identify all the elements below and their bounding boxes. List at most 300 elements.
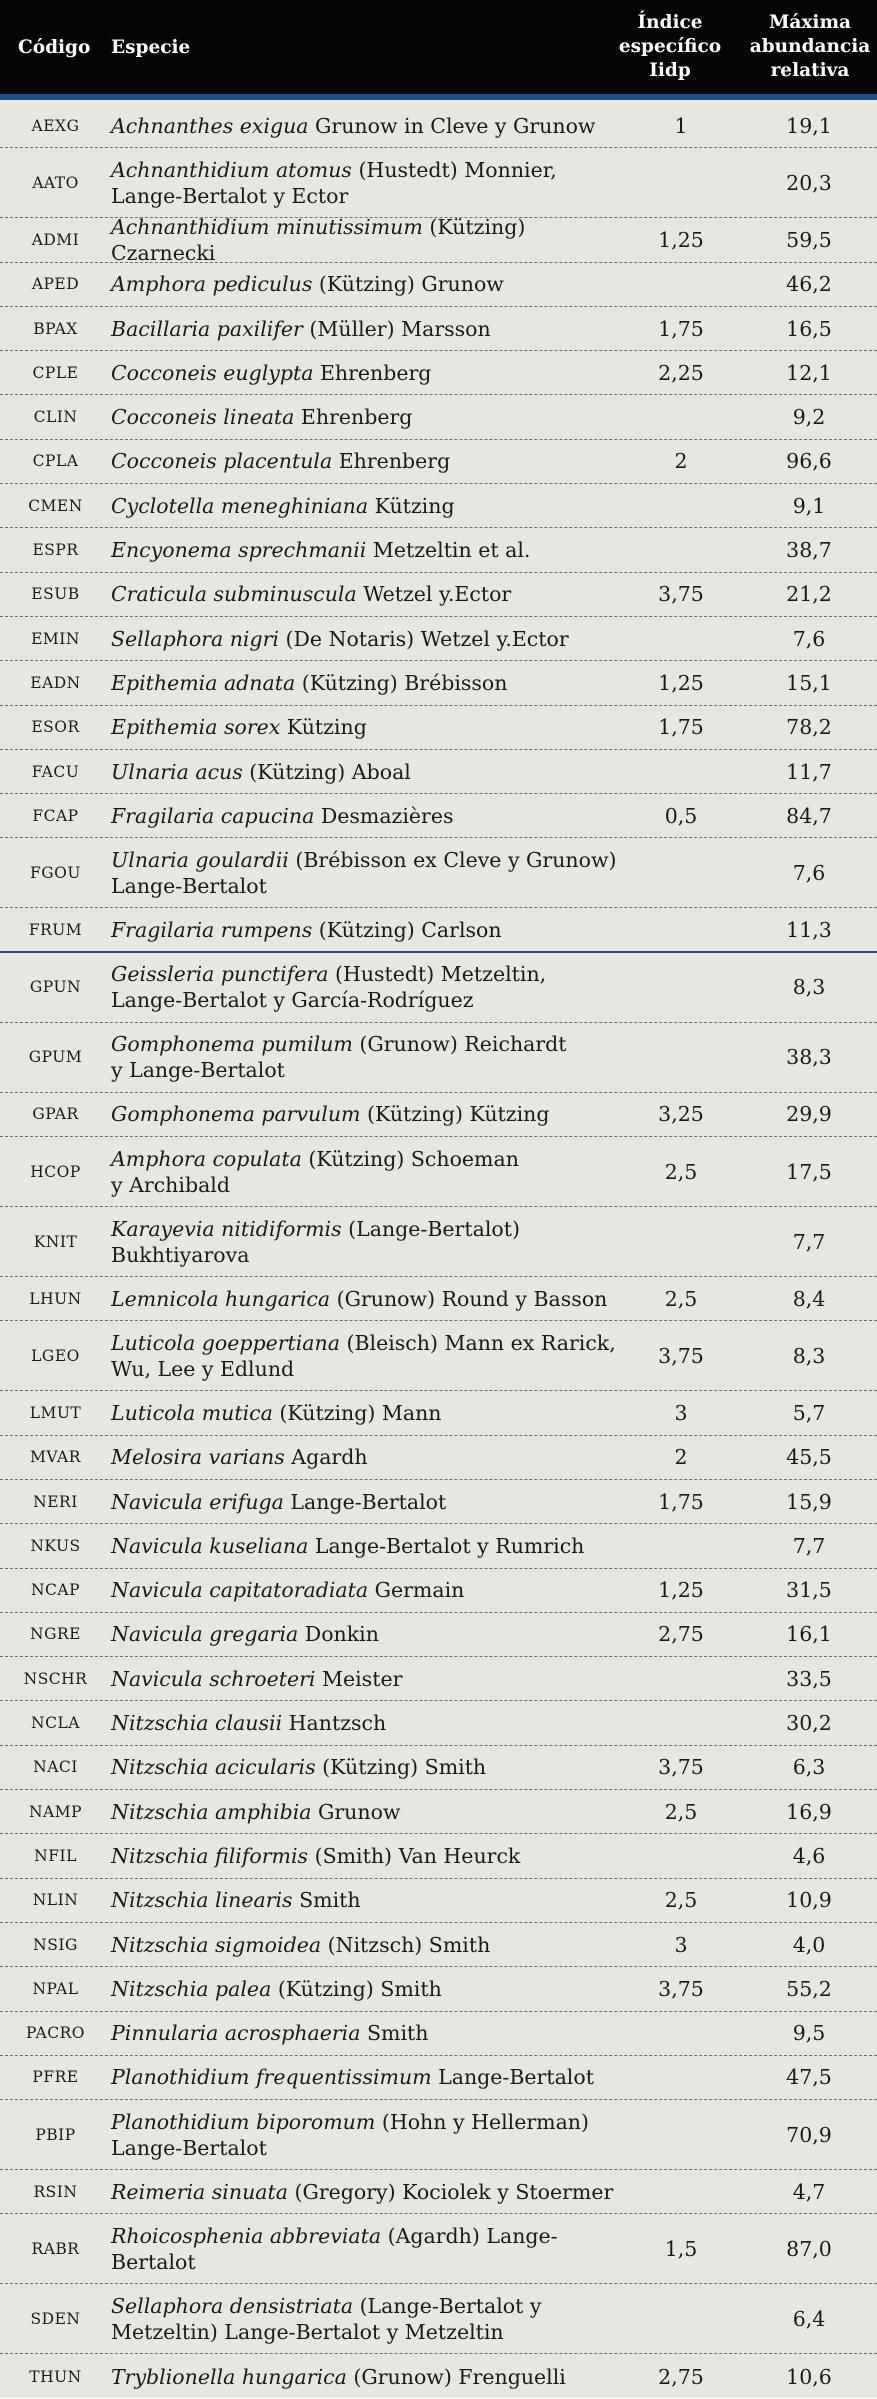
species-binomial: Nitzschia filiformis bbox=[111, 1843, 309, 1868]
species-binomial: Nitzschia acicularis bbox=[111, 1755, 316, 1780]
species-binomial: Epithemia adnata bbox=[111, 670, 296, 695]
species-authority: (Hohn y Hellerman) bbox=[375, 2109, 589, 2134]
species-name bbox=[111, 917, 631, 943]
table-row bbox=[0, 1701, 877, 1745]
species-authority: Germain bbox=[368, 1578, 465, 1603]
species-name bbox=[111, 2179, 631, 2205]
species-binomial: Achnanthes exigua bbox=[111, 113, 309, 138]
species-binomial: Amphora copulata bbox=[111, 1146, 302, 1171]
abundance-value: 16,1 bbox=[786, 1622, 832, 1647]
table-row bbox=[0, 1023, 877, 1093]
species-binomial: Achnanthidium atomus bbox=[111, 157, 352, 182]
abundance-value: 7,6 bbox=[792, 626, 826, 651]
abundance-value: 87,0 bbox=[786, 2236, 832, 2261]
abundance-value: 84,7 bbox=[786, 803, 832, 828]
index-value: 3,75 bbox=[658, 1755, 704, 1780]
species-code: GPUM bbox=[28, 1048, 83, 1067]
species-authority: (Smith) Van Heurck bbox=[308, 1843, 521, 1868]
table-row bbox=[0, 528, 877, 572]
table-row bbox=[0, 1923, 877, 1967]
table-row bbox=[0, 1657, 877, 1701]
species-code: LGEO bbox=[31, 1346, 80, 1365]
species-name bbox=[111, 1146, 631, 1198]
species-name bbox=[111, 1799, 631, 1825]
species-binomial: Nitzschia clausii bbox=[111, 1711, 283, 1736]
abundance-value: 29,9 bbox=[786, 1102, 832, 1127]
table-row bbox=[0, 104, 877, 148]
species-name bbox=[111, 581, 631, 607]
species-name bbox=[111, 1286, 631, 1312]
table-row bbox=[0, 2012, 877, 2056]
abundance-value: 8,4 bbox=[792, 1286, 826, 1311]
index-value: 1,75 bbox=[658, 715, 704, 740]
table-row bbox=[0, 1790, 877, 1834]
species-binomial: Nitzschia sigmoidea bbox=[111, 1932, 322, 1957]
table-row bbox=[0, 2354, 877, 2398]
species-binomial: Cocconeis euglypta bbox=[111, 360, 314, 385]
species-authority: Kützing bbox=[280, 715, 367, 740]
species-binomial: Cocconeis lineata bbox=[111, 405, 295, 430]
species-code: NAMP bbox=[28, 1802, 83, 1821]
table-row bbox=[0, 351, 877, 395]
species-authority: (Hustedt) Metzeltin, bbox=[328, 962, 547, 987]
species-code: NCAP bbox=[30, 1581, 81, 1600]
species-name bbox=[111, 2364, 631, 2390]
index-value: 1 bbox=[674, 113, 688, 138]
species-authority: Hantzsch bbox=[282, 1711, 387, 1736]
index-value: 2,75 bbox=[658, 2364, 704, 2389]
species-name bbox=[111, 1710, 631, 1736]
species-code: RABR bbox=[31, 2239, 80, 2258]
abundance-value: 9,2 bbox=[792, 405, 826, 430]
species-binomial: Tryblionella hungarica bbox=[111, 2364, 347, 2389]
species-binomial: Achnanthidium minutissimum bbox=[111, 214, 423, 239]
species-code: RSIN bbox=[33, 2182, 78, 2201]
table-row bbox=[0, 1093, 877, 1137]
species-code: NGRE bbox=[30, 1625, 81, 1644]
species-name bbox=[111, 113, 631, 139]
table-row bbox=[0, 2214, 877, 2284]
abundance-value: 7,6 bbox=[792, 860, 826, 885]
species-authority: Lange-Bertalot y Rumrich bbox=[308, 1533, 585, 1558]
species-authority: (Kützing) Brébisson bbox=[295, 670, 508, 695]
species-binomial: Ulnaria goulardii bbox=[111, 847, 289, 872]
species-authority: Lange-Bertalot bbox=[283, 1489, 447, 1514]
species-authority: Lange-Bertalot bbox=[111, 873, 267, 898]
species-binomial: Nitzschia palea bbox=[111, 1976, 272, 2001]
species-name bbox=[111, 2223, 631, 2275]
abundance-value: 4,0 bbox=[792, 1932, 826, 1957]
abundance-value: 59,5 bbox=[786, 227, 832, 252]
species-binomial: Epithemia sorex bbox=[111, 715, 281, 740]
species-name bbox=[111, 271, 631, 297]
abundance-value: 20,3 bbox=[786, 170, 832, 195]
index-value: 3 bbox=[674, 1400, 688, 1425]
abundance-value: 7,7 bbox=[792, 1533, 826, 1558]
species-binomial: Navicula schroeteri bbox=[111, 1666, 316, 1691]
index-value: 1,5 bbox=[664, 2236, 698, 2261]
abundance-value: 45,5 bbox=[786, 1445, 832, 1470]
species-code: FGOU bbox=[30, 863, 81, 882]
species-authority: (Nitzsch) Smith bbox=[321, 1932, 491, 1957]
species-code: NPAL bbox=[32, 1979, 79, 1998]
index-value: 2,5 bbox=[664, 1286, 698, 1311]
abundance-value: 5,7 bbox=[792, 1400, 826, 1425]
species-authority: (Gregory) Kociolek y Stoermer bbox=[287, 2179, 614, 2204]
table-row bbox=[0, 573, 877, 617]
abundance-value: 30,2 bbox=[786, 1711, 832, 1736]
species-name bbox=[111, 360, 631, 386]
table-row bbox=[0, 661, 877, 705]
header-rule bbox=[0, 94, 877, 100]
species-code: PACRO bbox=[26, 2024, 85, 2043]
species-code: AATO bbox=[32, 173, 79, 192]
species-authority: Bukhtiyarova bbox=[111, 1242, 250, 1267]
species-binomial: Bacillaria paxilifer bbox=[111, 316, 303, 341]
species-code: LHUN bbox=[29, 1289, 82, 1308]
table-row bbox=[0, 953, 877, 1023]
species-authority: (Kützing) Smith bbox=[271, 1976, 442, 2001]
species-authority: Grunow in Cleve y Grunow bbox=[308, 113, 596, 138]
species-authority: Smith bbox=[292, 1888, 361, 1913]
species-binomial: Sellaphora nigri bbox=[111, 626, 279, 651]
abundance-value: 4,6 bbox=[792, 1843, 826, 1868]
abundance-value: 9,1 bbox=[792, 493, 826, 518]
species-code: ADMI bbox=[31, 230, 80, 249]
table-row bbox=[0, 1207, 877, 1277]
species-authority: (Kützing) Mann bbox=[272, 1400, 442, 1425]
table-header bbox=[0, 0, 877, 94]
table-row bbox=[0, 1524, 877, 1568]
species-authority: Wu, Lee y Edlund bbox=[111, 1356, 295, 1381]
index-value: 3 bbox=[674, 1932, 688, 1957]
index-value: 2,5 bbox=[664, 1888, 698, 1913]
table-body bbox=[0, 104, 877, 2399]
species-binomial: Craticula subminuscula bbox=[111, 582, 357, 607]
species-code: CPLE bbox=[32, 363, 79, 382]
species-name bbox=[111, 214, 631, 266]
abundance-value: 96,6 bbox=[786, 449, 832, 474]
table-row bbox=[0, 838, 877, 908]
species-authority: (Kützing) Czarnecki bbox=[111, 214, 526, 265]
header-abundance-line: relativa bbox=[770, 60, 850, 81]
abundance-value: 10,9 bbox=[786, 1888, 832, 1913]
table-row bbox=[0, 706, 877, 750]
abundance-value: 38,7 bbox=[786, 538, 832, 563]
header-code: Código bbox=[18, 36, 91, 58]
species-code: CPLA bbox=[32, 452, 79, 471]
species-authority: Ehrenberg bbox=[332, 449, 451, 474]
species-code: EADN bbox=[30, 673, 81, 692]
species-name bbox=[111, 670, 631, 696]
species-code: KNIT bbox=[33, 1232, 78, 1251]
species-binomial: Fragilaria rumpens bbox=[111, 918, 313, 943]
table-row bbox=[0, 2170, 877, 2214]
header-index-line: específico bbox=[618, 36, 722, 57]
header-index-line: Índice bbox=[637, 12, 703, 33]
species-authority: Meister bbox=[315, 1666, 403, 1691]
table-row bbox=[0, 440, 877, 484]
species-authority: (Hustedt) Monnier, bbox=[351, 157, 557, 182]
table-row bbox=[0, 1277, 877, 1321]
index-value: 2,75 bbox=[658, 1622, 704, 1647]
table-row bbox=[0, 2100, 877, 2170]
species-binomial: Nitzschia linearis bbox=[111, 1888, 293, 1913]
species-binomial: Luticola goeppertiana bbox=[111, 1330, 340, 1355]
index-value: 1,25 bbox=[658, 227, 704, 252]
species-name bbox=[111, 714, 631, 740]
species-authority: Lange-Bertalot y García-Rodríguez bbox=[111, 988, 474, 1013]
index-value: 2,5 bbox=[664, 1799, 698, 1824]
species-authority: Ehrenberg bbox=[313, 360, 432, 385]
abundance-value: 7,7 bbox=[792, 1229, 826, 1254]
species-binomial: Pinnularia acrosphaeria bbox=[111, 2021, 361, 2046]
species-name bbox=[111, 1887, 631, 1913]
species-binomial: Navicula erifuga bbox=[111, 1489, 284, 1514]
index-value: 3,75 bbox=[658, 1343, 704, 1368]
species-binomial: Amphora pediculus bbox=[111, 272, 313, 297]
abundance-value: 19,1 bbox=[786, 113, 832, 138]
header-species: Especie bbox=[111, 36, 191, 58]
species-code: NCLA bbox=[31, 1714, 80, 1733]
table-row bbox=[0, 1321, 877, 1391]
species-name bbox=[111, 1621, 631, 1647]
species-code: APED bbox=[31, 275, 80, 294]
species-binomial: Planothidium frequentissimum bbox=[111, 2065, 432, 2090]
species-code: NSCHR bbox=[23, 1669, 88, 1688]
species-name bbox=[111, 1976, 631, 2002]
species-authority: (Brébisson ex Cleve y Grunow) bbox=[288, 847, 617, 872]
species-authority: (Kützing) Grunow bbox=[312, 272, 504, 297]
abundance-value: 38,3 bbox=[786, 1045, 832, 1070]
species-code: HCOP bbox=[30, 1162, 81, 1181]
species-code: GPUN bbox=[29, 978, 82, 997]
index-value: 2,25 bbox=[658, 360, 704, 385]
species-name bbox=[111, 493, 631, 519]
species-name bbox=[111, 626, 631, 652]
index-value: 3,75 bbox=[658, 1976, 704, 2001]
species-binomial: Lemnicola hungarica bbox=[111, 1286, 331, 1311]
species-code: NFIL bbox=[34, 1846, 77, 1865]
species-binomial: Sellaphora densistriata bbox=[111, 2293, 354, 2318]
species-name bbox=[111, 2064, 631, 2090]
abundance-value: 17,5 bbox=[786, 1159, 832, 1184]
species-authority: Donkin bbox=[298, 1622, 379, 1647]
species-binomial: Navicula gregaria bbox=[111, 1622, 299, 1647]
header-abundance bbox=[744, 0, 876, 94]
table-row bbox=[0, 750, 877, 794]
species-authority: (Lange-Bertalot) bbox=[341, 1216, 520, 1241]
species-code: NSIG bbox=[33, 1935, 78, 1954]
species-code: SDEN bbox=[30, 2309, 81, 2328]
table-row bbox=[0, 2284, 877, 2354]
species-code: MVAR bbox=[30, 1448, 81, 1467]
index-value: 2 bbox=[674, 449, 688, 474]
header-index bbox=[600, 0, 740, 94]
species-binomial: Navicula capitatoradiata bbox=[111, 1578, 369, 1603]
species-authority: (Lange-Bertalot y bbox=[353, 2293, 542, 2318]
species-code: THUN bbox=[29, 2367, 82, 2386]
species-name bbox=[111, 1489, 631, 1515]
species-code: AEXG bbox=[31, 116, 80, 135]
index-value: 1,75 bbox=[658, 1489, 704, 1514]
abundance-value: 16,9 bbox=[786, 1799, 832, 1824]
table-row bbox=[0, 395, 877, 439]
species-name bbox=[111, 448, 631, 474]
species-code: ESPR bbox=[32, 541, 79, 560]
index-value: 2 bbox=[674, 1445, 688, 1470]
species-authority: (Kützing) Kützing bbox=[360, 1102, 550, 1127]
table-row bbox=[0, 263, 877, 307]
species-code: GPAR bbox=[32, 1105, 79, 1124]
species-code: FACU bbox=[31, 762, 80, 781]
species-code: NLIN bbox=[32, 1891, 79, 1910]
species-code: NKUS bbox=[30, 1536, 81, 1555]
species-authority: (Agardh) Lange- bbox=[381, 2223, 558, 2248]
section-rule bbox=[0, 951, 877, 953]
abundance-value: 8,3 bbox=[792, 1343, 826, 1368]
table-row bbox=[0, 307, 877, 351]
species-authority: (Grunow) Reichardt bbox=[352, 1032, 567, 1057]
species-authority: Lange-Bertalot y Ector bbox=[111, 183, 349, 208]
species-name bbox=[111, 1031, 631, 1083]
table-row bbox=[0, 1391, 877, 1435]
abundance-value: 33,5 bbox=[786, 1666, 832, 1691]
index-value: 0,5 bbox=[664, 803, 698, 828]
abundance-value: 8,3 bbox=[792, 975, 826, 1000]
index-value: 1,25 bbox=[658, 1578, 704, 1603]
species-code: FCAP bbox=[32, 806, 79, 825]
species-code: LMUT bbox=[29, 1403, 82, 1422]
species-binomial: Nitzschia amphibia bbox=[111, 1799, 312, 1824]
index-value: 1,25 bbox=[658, 670, 704, 695]
species-name bbox=[111, 1754, 631, 1780]
species-name bbox=[111, 1330, 631, 1382]
species-binomial: Cocconeis placentula bbox=[111, 449, 333, 474]
species-name bbox=[111, 2020, 631, 2046]
table-row bbox=[0, 1834, 877, 1878]
species-authority: (Kützing) Aboal bbox=[242, 759, 411, 784]
species-binomial: Karayevia nitidiformis bbox=[111, 1216, 342, 1241]
abundance-value: 12,1 bbox=[786, 360, 832, 385]
species-authority: Ehrenberg bbox=[294, 405, 413, 430]
species-authority: Grunow bbox=[311, 1799, 401, 1824]
abundance-value: 15,9 bbox=[786, 1489, 832, 1514]
abundance-value: 11,7 bbox=[786, 759, 832, 784]
species-code: BPAX bbox=[33, 319, 78, 338]
species-binomial: Gomphonema parvulum bbox=[111, 1102, 361, 1127]
table-row bbox=[0, 1436, 877, 1480]
species-code: PBIP bbox=[35, 2125, 76, 2144]
table-row bbox=[0, 214, 877, 265]
species-authority: y Archibald bbox=[111, 1172, 230, 1197]
species-authority: (Bleisch) Mann ex Rarick, bbox=[339, 1330, 616, 1355]
species-binomial: Gomphonema pumilum bbox=[111, 1032, 353, 1057]
index-value: 2,5 bbox=[664, 1159, 698, 1184]
species-authority: Lange-Bertalot bbox=[431, 2065, 594, 2090]
species-code: ESOR bbox=[31, 718, 80, 737]
species-authority: y Lange-Bertalot bbox=[111, 1058, 285, 1083]
table-row bbox=[0, 1569, 877, 1613]
species-name bbox=[111, 157, 631, 209]
species-name bbox=[111, 759, 631, 785]
species-binomial: Reimeria sinuata bbox=[111, 2179, 288, 2204]
abundance-value: 16,5 bbox=[786, 316, 832, 341]
abundance-value: 6,4 bbox=[792, 2306, 826, 2331]
species-name bbox=[111, 2109, 631, 2161]
species-name bbox=[111, 1444, 631, 1470]
species-authority: (Kützing) Schoeman bbox=[301, 1146, 519, 1171]
species-authority: Smith bbox=[360, 2021, 429, 2046]
species-code: CMEN bbox=[28, 496, 83, 515]
header-abundance-line: abundancia bbox=[749, 36, 871, 57]
species-binomial: Navicula kuseliana bbox=[111, 1533, 309, 1558]
species-binomial: Encyonema sprechmanii bbox=[111, 538, 367, 563]
table-row bbox=[0, 1137, 877, 1207]
species-code: PFRE bbox=[32, 2068, 79, 2087]
species-binomial: Cyclotella meneghiniana bbox=[111, 493, 369, 518]
species-code: ESUB bbox=[31, 585, 80, 604]
species-code: FRUM bbox=[28, 921, 83, 940]
species-name bbox=[111, 1843, 631, 1869]
table-row bbox=[0, 617, 877, 661]
table-row bbox=[0, 1480, 877, 1524]
abundance-value: 9,5 bbox=[792, 2021, 826, 2046]
index-value: 1,75 bbox=[658, 316, 704, 341]
species-name bbox=[111, 1666, 631, 1692]
species-authority: (Kützing) Smith bbox=[315, 1755, 487, 1780]
species-authority: Metzeltin et al. bbox=[366, 538, 531, 563]
species-binomial: Geissleria punctifera bbox=[111, 962, 329, 987]
species-name bbox=[111, 316, 631, 342]
species-authority: Kützing bbox=[368, 493, 455, 518]
species-binomial: Planothidium biporomum bbox=[111, 2109, 376, 2134]
species-name bbox=[111, 847, 631, 899]
abundance-value: 15,1 bbox=[786, 670, 832, 695]
species-authority: (De Notaris) Wetzel y.Ector bbox=[278, 626, 569, 651]
index-value: 3,25 bbox=[658, 1102, 704, 1127]
species-name bbox=[111, 1932, 631, 1958]
species-binomial: Fragilaria capucina bbox=[111, 803, 315, 828]
abundance-value: 70,9 bbox=[786, 2122, 832, 2147]
species-name bbox=[111, 1533, 631, 1559]
table-row bbox=[0, 148, 877, 218]
species-name bbox=[111, 803, 631, 829]
species-authority: Bertalot bbox=[111, 2249, 196, 2274]
species-authority: Desmazières bbox=[314, 803, 454, 828]
abundance-value: 47,5 bbox=[786, 2065, 832, 2090]
species-authority: Agardh bbox=[284, 1445, 368, 1470]
species-name bbox=[111, 2293, 631, 2345]
abundance-value: 6,3 bbox=[792, 1755, 826, 1780]
species-authority: (Kützing) Carlson bbox=[312, 918, 502, 943]
abundance-value: 10,6 bbox=[786, 2364, 832, 2389]
table-row bbox=[0, 1613, 877, 1657]
species-binomial: Luticola mutica bbox=[111, 1400, 273, 1425]
abundance-value: 55,2 bbox=[786, 1976, 832, 2001]
species-authority: (Grunow) Round y Basson bbox=[330, 1286, 608, 1311]
abundance-value: 31,5 bbox=[786, 1578, 832, 1603]
species-name bbox=[111, 1216, 631, 1268]
abundance-value: 46,2 bbox=[786, 272, 832, 297]
abundance-value: 78,2 bbox=[786, 715, 832, 740]
header-abundance-line: Máxima bbox=[768, 12, 852, 33]
table-row bbox=[0, 1967, 877, 2011]
table-row bbox=[0, 484, 877, 528]
table-row bbox=[0, 794, 877, 838]
index-value: 3,75 bbox=[658, 582, 704, 607]
abundance-value: 21,2 bbox=[786, 582, 832, 607]
